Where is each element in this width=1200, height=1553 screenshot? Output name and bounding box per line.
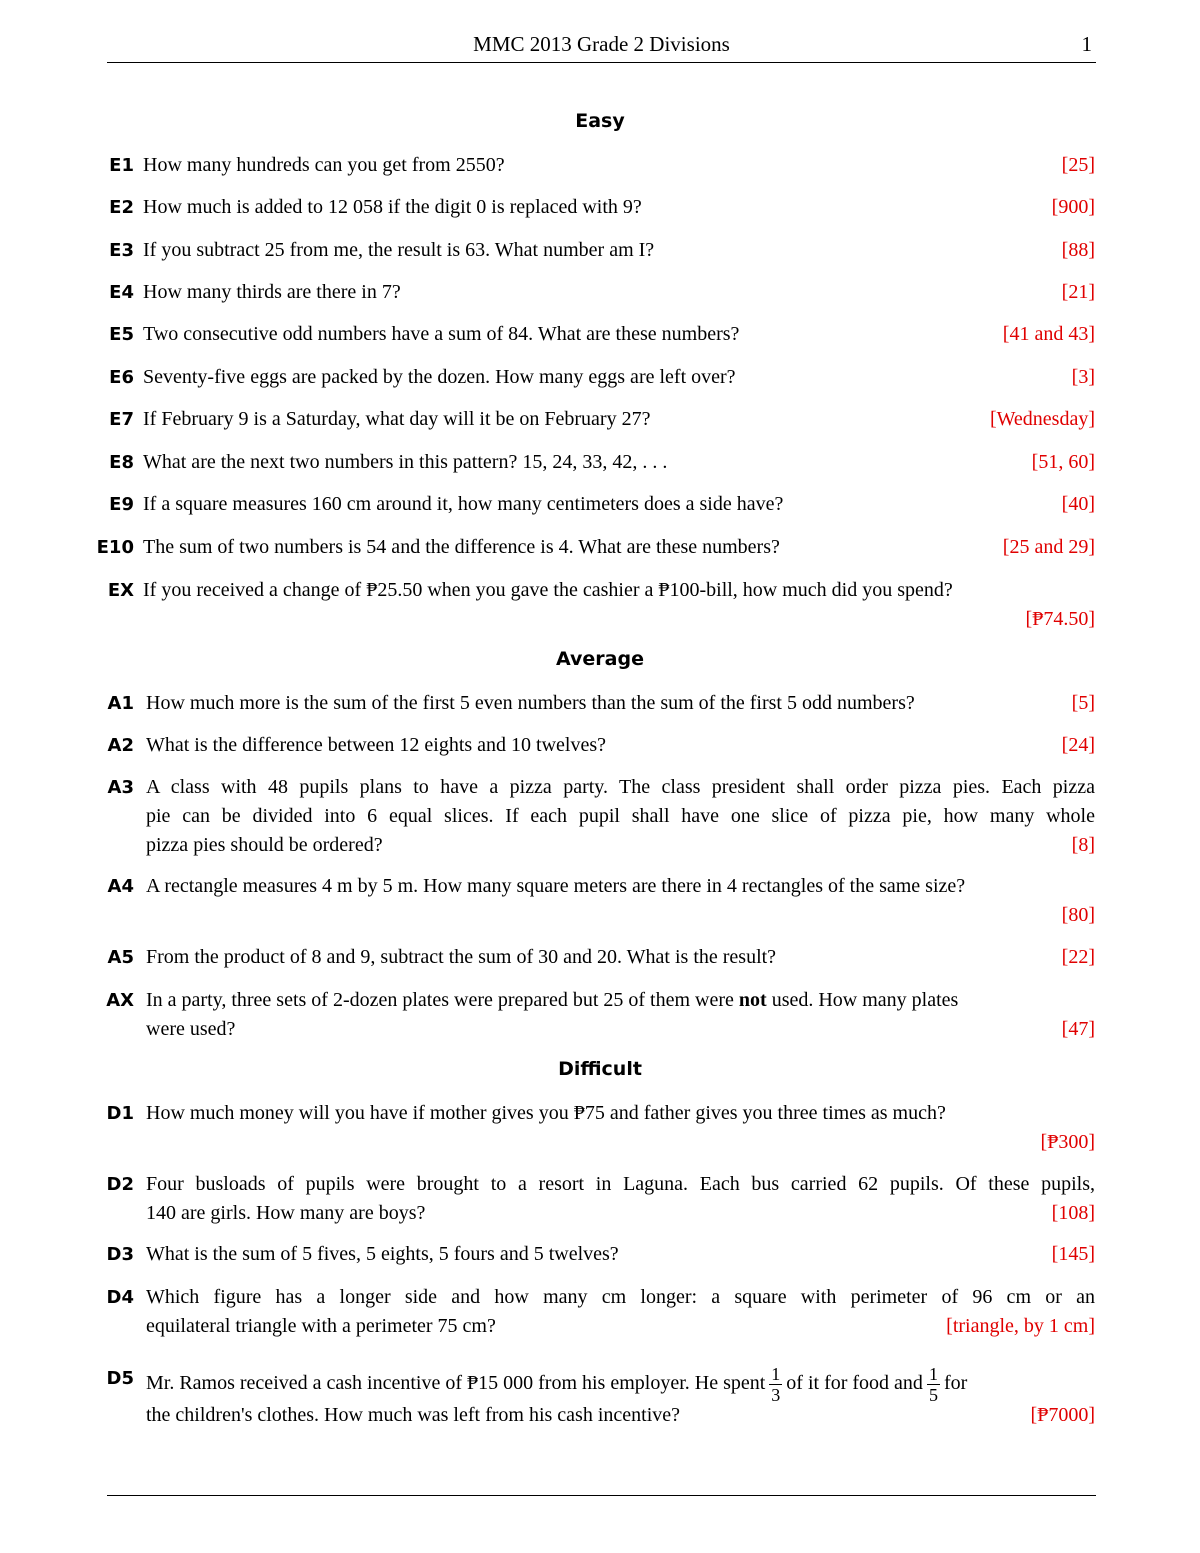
problem-answer: [80] bbox=[1061, 904, 1095, 926]
problem-label: E9 bbox=[109, 494, 134, 515]
problem-text: What is the sum of 5 fives, 5 eights, 5 fours and 5 twelves? bbox=[146, 1243, 619, 1265]
section-heading-difficult: Difficult bbox=[558, 1058, 642, 1080]
problem-text-line: 140 are girls. How many are boys? bbox=[146, 1202, 426, 1224]
problem-answer: [3] bbox=[1071, 366, 1095, 388]
footer-rule bbox=[107, 1495, 1096, 1496]
problem-text-line: were used? bbox=[146, 1018, 236, 1040]
problem-text-line: Four busloads of pupils were brought to a resort in Laguna. Each bus carried 62 pupils. Of these pupils, bbox=[146, 1173, 1095, 1195]
problem-text: If you received a change of ₱25.50 when you gave the cashier a ₱100-bill, how much did you spend? bbox=[143, 579, 953, 601]
problem-label: E2 bbox=[109, 197, 134, 218]
problem-label: A5 bbox=[107, 947, 134, 968]
problem-label: EX bbox=[107, 580, 134, 601]
problem-text-line: pie can be divided into 6 equal slices. If each pupil shall have one slice of pizza pie, how many whole bbox=[146, 805, 1095, 827]
problem-text: If you subtract 25 from me, the result is 63. What number am I? bbox=[143, 239, 655, 261]
problem-text-part: of it for food and bbox=[786, 1372, 923, 1395]
problem-text: How much more is the sum of the first 5 even numbers than the sum of the first 5 odd numbers? bbox=[146, 692, 915, 714]
problem-answer: [₱74.50] bbox=[1025, 608, 1095, 630]
problem-text: A rectangle measures 4 m by 5 m. How many square meters are there in 4 rectangles of the same size? bbox=[146, 875, 966, 897]
header-title: MMC 2013 Grade 2 Divisions bbox=[473, 32, 730, 56]
fraction-denominator: 5 bbox=[928, 1385, 938, 1405]
problem-label: E8 bbox=[109, 452, 134, 473]
problem-label: A3 bbox=[107, 777, 134, 798]
problem-answer: [₱7000] bbox=[1030, 1404, 1095, 1426]
problem-text-line: pizza pies should be ordered? bbox=[146, 834, 383, 856]
problem-text: How many hundreds can you get from 2550? bbox=[143, 154, 505, 176]
problem-label: E10 bbox=[96, 537, 134, 558]
problem-text-line: equilateral triangle with a perimeter 75 cm? bbox=[146, 1315, 496, 1337]
problem-answer: [22] bbox=[1061, 946, 1095, 968]
problem-label: A2 bbox=[107, 735, 134, 756]
problem-text-line: the children's clothes. How much was left from his cash incentive? bbox=[146, 1404, 681, 1426]
problem-label: E3 bbox=[109, 240, 134, 261]
problem-answer: [108] bbox=[1051, 1202, 1095, 1224]
problem-text: If February 9 is a Saturday, what day will it be on February 27? bbox=[143, 408, 651, 430]
problem-label: D3 bbox=[106, 1244, 134, 1265]
problem-answer: [900] bbox=[1051, 196, 1095, 218]
problem-text-part: for bbox=[943, 1372, 968, 1395]
problem-text-line: A class with 48 pupils plans to have a pizza party. The class president shall order pizza pies. Each pizza bbox=[146, 776, 1095, 798]
problem-text: If a square measures 160 cm around it, how many centimeters does a side have? bbox=[143, 493, 784, 515]
fraction-one-fifth bbox=[927, 1364, 940, 1405]
problem-label: D1 bbox=[106, 1103, 134, 1124]
problem-answer: [₱300] bbox=[1040, 1131, 1095, 1153]
problem-answer: [21] bbox=[1061, 281, 1095, 303]
problem-label: E1 bbox=[109, 155, 134, 176]
problem-text: From the product of 8 and 9, subtract the sum of 30 and 20. What is the result? bbox=[146, 946, 777, 968]
problem-answer: [51, 60] bbox=[1031, 451, 1095, 473]
problem-text: How many thirds are there in 7? bbox=[143, 281, 401, 303]
problem-label: E6 bbox=[109, 367, 134, 388]
problem-answer: [25] bbox=[1061, 154, 1095, 176]
page-number: 1 bbox=[1081, 32, 1092, 56]
problem-label: A4 bbox=[107, 876, 134, 897]
fraction-one-third bbox=[769, 1364, 782, 1405]
problem-answer: [40] bbox=[1061, 493, 1095, 515]
problem-answer: [24] bbox=[1061, 734, 1095, 756]
problem-text: Seventy-five eggs are packed by the dozen. How many eggs are left over? bbox=[143, 366, 736, 388]
problem-answer: [88] bbox=[1061, 239, 1095, 261]
problem-text: Two consecutive odd numbers have a sum of 84. What are these numbers? bbox=[143, 323, 740, 345]
problem-answer: [47] bbox=[1061, 1018, 1095, 1040]
problem-answer: [25 and 29] bbox=[1002, 536, 1095, 558]
problem-answer: [8] bbox=[1071, 834, 1095, 856]
problem-answer: [triangle, by 1 cm] bbox=[946, 1315, 1095, 1337]
problem-text-line: Which figure has a longer side and how many cm longer: a square with perimeter of 96 cm or an bbox=[146, 1286, 1095, 1308]
emphasis-not: not bbox=[738, 989, 767, 1011]
section-heading-easy: Easy bbox=[575, 110, 625, 132]
problem-answer: [5] bbox=[1071, 692, 1095, 714]
fraction-numerator: 1 bbox=[928, 1364, 938, 1384]
problem-text: What is the difference between 12 eights and 10 twelves? bbox=[146, 734, 607, 756]
problem-answer: [145] bbox=[1051, 1243, 1095, 1265]
problem-label: D4 bbox=[106, 1287, 134, 1308]
page-header bbox=[107, 30, 1096, 63]
problem-text-part: Mr. Ramos received a cash incentive of ₱15 000 from his employer. He spent bbox=[146, 1372, 766, 1395]
problem-label: D5 bbox=[106, 1368, 134, 1389]
problem-text: The sum of two numbers is 54 and the difference is 4. What are these numbers? bbox=[143, 536, 780, 558]
problem-label: E7 bbox=[109, 409, 134, 430]
problem-answer: [Wednesday] bbox=[989, 408, 1095, 430]
problem-text: How much is added to 12 058 if the digit 0 is replaced with 9? bbox=[143, 196, 642, 218]
problem-label: AX bbox=[106, 990, 134, 1011]
problem-label: D2 bbox=[106, 1174, 134, 1195]
problem-text: How much money will you have if mother gives you ₱75 and father gives you three times as much? bbox=[146, 1102, 946, 1124]
problem-text: What are the next two numbers in this pattern? 15, 24, 33, 42, . . . bbox=[143, 451, 668, 473]
fraction-denominator: 3 bbox=[771, 1385, 781, 1405]
section-heading-average: Average bbox=[556, 648, 644, 670]
problem-text-part: In a party, three sets of 2-dozen plates were prepared but 25 of them were bbox=[146, 989, 734, 1011]
problem-label: A1 bbox=[107, 693, 134, 714]
fraction-numerator: 1 bbox=[771, 1364, 781, 1384]
problem-text-part: used. How many plates bbox=[771, 989, 959, 1011]
problem-label: E4 bbox=[109, 282, 134, 303]
problem-label: E5 bbox=[109, 324, 134, 345]
problem-answer: [41 and 43] bbox=[1002, 323, 1095, 345]
